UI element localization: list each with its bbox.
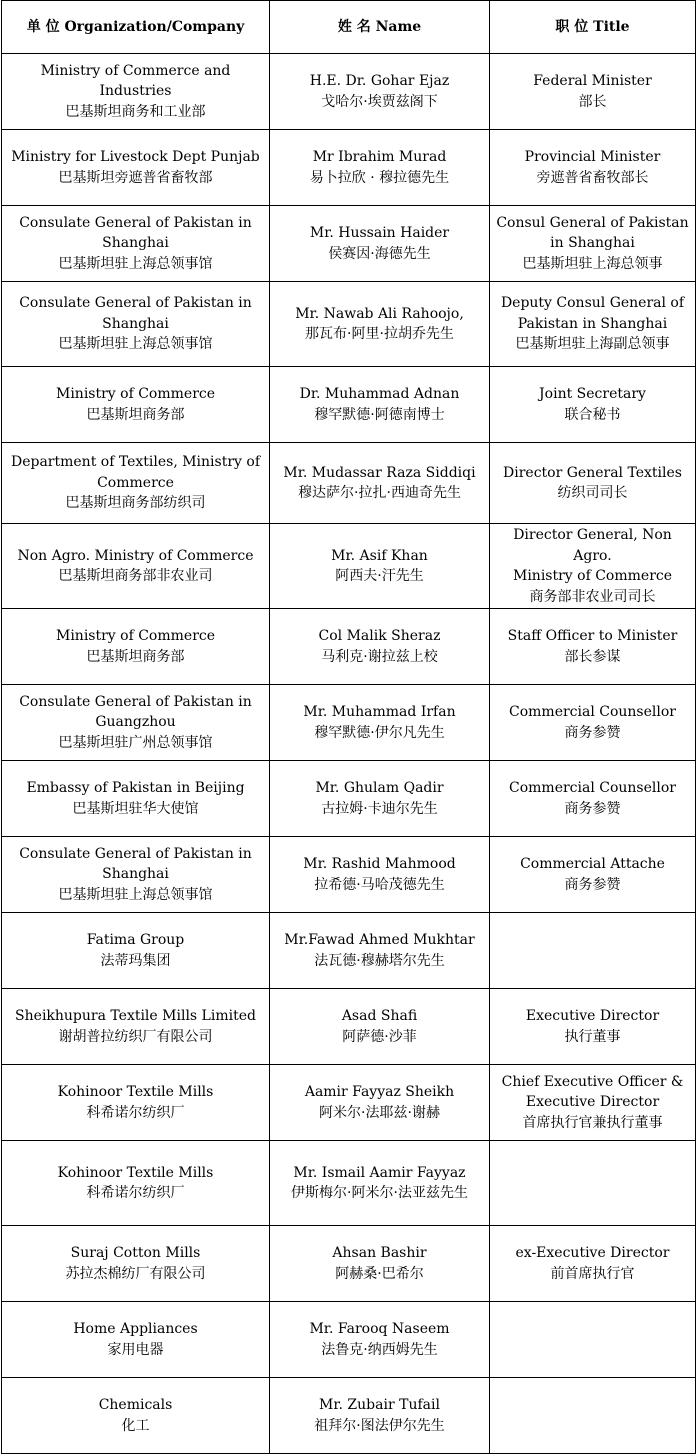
organization-line: Home Appliances	[73, 1321, 198, 1337]
header-organization-en: Organization/Company	[64, 19, 245, 35]
organization-line: Kohinoor Textile Mills	[57, 1084, 214, 1100]
organization-line: Consulate General of Pakistan in	[19, 693, 252, 710]
title-cell	[490, 1302, 696, 1378]
name-line: Dr. Muhammad Adnan	[299, 386, 460, 402]
title-line: Federal Minister	[533, 73, 652, 89]
name-line: 阿西夫·汗先生	[335, 568, 424, 584]
title-line: 部长	[578, 93, 607, 110]
header-title	[490, 1, 696, 54]
organization-line: Fatima Group	[86, 932, 185, 948]
organization-line: Consulate General of Pakistan in	[19, 214, 252, 231]
name-cell	[270, 913, 490, 989]
name-cell	[270, 130, 490, 206]
organization-line: Ministry of Commerce and Industries	[40, 62, 231, 100]
title-line: Executive Director	[525, 1094, 660, 1111]
name-line: Col Malik Sheraz	[318, 628, 441, 644]
name-line: Aamir Fayyaz Sheikh	[304, 1084, 455, 1100]
organization-cell	[2, 1378, 270, 1454]
name-line: H.E. Dr. Gohar Ejaz	[309, 73, 450, 89]
organization-line: 家用电器	[107, 1341, 164, 1358]
title-line: in Shanghai	[550, 235, 635, 252]
organization-cell	[2, 524, 270, 609]
title-cell	[490, 1378, 696, 1454]
header-name-cn: 姓 名	[337, 19, 371, 35]
header-name	[270, 1, 490, 54]
title-cell	[490, 1226, 696, 1302]
name-line: Mr. Ismail Aamir Fayyaz	[293, 1164, 466, 1181]
organization-cell	[2, 54, 270, 130]
organization-line: 化工	[121, 1417, 150, 1434]
title-cell	[490, 913, 696, 989]
organization-line: Kohinoor Textile Mills	[57, 1164, 214, 1181]
organization-line: 苏拉杰棉纺厂有限公司	[65, 1265, 206, 1282]
organization-cell	[2, 1141, 270, 1226]
header-row	[2, 1, 696, 54]
name-cell	[270, 761, 490, 837]
table-row	[2, 54, 696, 130]
name-cell	[270, 1065, 490, 1141]
organization-cell	[2, 206, 270, 282]
name-line: Asad Shafi	[341, 1008, 418, 1024]
name-line: 法瓦德·穆赫塔尔先生	[314, 952, 445, 969]
organization-line: Embassy of Pakistan in Beijing	[26, 780, 245, 796]
organization-line: 巴基斯坦商务部非农业司	[58, 568, 213, 584]
title-line: ex-Executive Director	[515, 1245, 670, 1261]
organization-line: 巴基斯坦商务部纺织司	[65, 495, 206, 512]
name-line: 侯赛因·海德先生	[328, 245, 431, 262]
organization-line: Department of Textiles, Ministry of	[10, 454, 260, 471]
name-line: 易卜拉欣 · 穆拉德先生	[309, 169, 450, 186]
name-cell	[270, 54, 490, 130]
title-cell	[490, 367, 696, 443]
organization-cell	[2, 282, 270, 367]
title-line: 纺织司司长	[557, 485, 628, 501]
name-line: 古拉姆·卡迪尔先生	[321, 800, 438, 817]
organization-cell	[2, 443, 270, 524]
title-line: 商务参赞	[564, 876, 621, 893]
table-row	[2, 609, 696, 685]
organization-cell	[2, 367, 270, 443]
organization-line: Ministry of Commerce	[55, 628, 216, 644]
name-cell	[270, 1302, 490, 1378]
title-line: Commercial Counsellor	[509, 704, 676, 720]
name-cell	[270, 837, 490, 913]
title-cell	[490, 443, 696, 524]
table-row	[2, 989, 696, 1065]
name-line: Mr. Ghulam Qadir	[315, 780, 444, 796]
title-line: Provincial Minister	[524, 149, 661, 165]
name-line: Ahsan Bashir	[332, 1245, 427, 1261]
title-line: 巴基斯坦驻上海副总领事	[515, 336, 670, 353]
organization-cell	[2, 1065, 270, 1141]
name-cell	[270, 443, 490, 524]
name-cell	[270, 1226, 490, 1302]
header-organization	[2, 1, 270, 54]
name-line: 戈哈尔·埃贾兹阁下	[321, 93, 438, 110]
organization-line: 科希诺尔纺织厂	[86, 1185, 185, 1201]
title-line: Commercial Counsellor	[509, 780, 676, 796]
organization-line: Shanghai	[102, 866, 169, 883]
header-organization-cn: 单 位	[26, 19, 60, 35]
table-row	[2, 367, 696, 443]
organization-line: Guangzhou	[95, 714, 176, 731]
title-line: Ministry of Commerce	[512, 568, 673, 584]
name-line: Mr. Nawab Ali Rahoojo,	[295, 305, 464, 322]
name-line: 阿赫桑·巴希尔	[335, 1265, 424, 1282]
name-line: 阿米尔·法耶兹·谢赫	[319, 1104, 440, 1121]
title-cell	[490, 609, 696, 685]
header-title-en: Title	[593, 19, 630, 35]
name-line: 法鲁克·纳西姆先生	[321, 1341, 438, 1358]
title-cell	[490, 1141, 696, 1226]
organization-cell	[2, 837, 270, 913]
title-line: Chief Executive Officer &	[501, 1073, 684, 1090]
table-row	[2, 1378, 696, 1454]
table-row	[2, 1141, 696, 1226]
organization-cell	[2, 130, 270, 206]
name-line: Mr.Fawad Ahmed Mukhtar	[284, 932, 475, 948]
table-row	[2, 1226, 696, 1302]
organization-cell	[2, 989, 270, 1065]
title-cell	[490, 1065, 696, 1141]
title-line: Staff Officer to Minister	[507, 628, 678, 644]
name-cell	[270, 367, 490, 443]
name-cell	[270, 1378, 490, 1454]
name-cell	[270, 1141, 490, 1226]
organization-line: 巴基斯坦商务和工业部	[65, 103, 206, 120]
organization-line: 科希诺尔纺织厂	[86, 1104, 185, 1121]
title-line: 旁遮普省畜牧部长	[536, 169, 649, 186]
organization-cell	[2, 1302, 270, 1378]
title-line: 联合秘书	[564, 406, 621, 423]
title-line: 部长参谋	[564, 648, 621, 665]
name-line: 伊斯梅尔·阿米尔·法亚兹先生	[291, 1185, 468, 1201]
name-line: 那瓦布·阿里·拉胡乔先生	[305, 326, 454, 342]
name-cell	[270, 685, 490, 761]
table-row	[2, 761, 696, 837]
table-row	[2, 1302, 696, 1378]
title-line: 前首席执行官	[550, 1265, 635, 1282]
organization-line: 巴基斯坦驻广州总领事馆	[58, 734, 213, 751]
title-cell	[490, 761, 696, 837]
title-line: Consul General of Pakistan	[496, 214, 689, 231]
title-cell	[490, 130, 696, 206]
title-cell	[490, 54, 696, 130]
organization-line: Shanghai	[102, 235, 169, 252]
title-cell	[490, 206, 696, 282]
title-line: 执行董事	[564, 1028, 621, 1045]
organization-line: Shanghai	[102, 315, 169, 332]
title-line: 商务部非农业司司长	[529, 588, 656, 605]
name-line: 拉希德·马哈茂德先生	[314, 876, 445, 893]
organization-line: Ministry for Livestock Dept Punjab	[11, 149, 260, 165]
organization-line: 巴基斯坦旁遮普省畜牧部	[58, 169, 213, 186]
organization-cell	[2, 685, 270, 761]
organization-line: 巴基斯坦驻华大使馆	[72, 800, 199, 817]
organization-line: Commerce	[97, 474, 174, 491]
name-line: 穆达萨尔·拉扎·西迪奇先生	[298, 485, 461, 501]
title-cell	[490, 685, 696, 761]
title-line: Director General Textiles	[503, 464, 682, 481]
name-line: Mr. Rashid Mahmood	[303, 856, 456, 872]
title-line: Director General, Non Agro.	[513, 527, 672, 564]
organization-line: 巴基斯坦商务部	[86, 648, 185, 665]
name-cell	[270, 989, 490, 1065]
name-line: Mr. Hussain Haider	[309, 225, 450, 241]
organization-line: 巴基斯坦商务部	[86, 406, 185, 423]
header-name-en: Name	[375, 19, 422, 35]
name-line: 马利克·谢拉兹上校	[321, 648, 438, 665]
table-row	[2, 685, 696, 761]
title-line: 首席执行官兼执行董事	[522, 1114, 663, 1131]
organization-line: 巴基斯坦驻上海总领事馆	[58, 336, 213, 353]
organization-line: 巴基斯坦驻上海总领事馆	[58, 255, 213, 272]
table-row	[2, 524, 696, 609]
title-cell	[490, 524, 696, 609]
title-line: Executive Director	[525, 1008, 660, 1024]
organization-cell	[2, 913, 270, 989]
title-line: Joint Secretary	[539, 386, 646, 402]
organization-line: Suraj Cotton Mills	[70, 1245, 201, 1261]
name-line: 祖拜尔·图法伊尔先生	[314, 1417, 445, 1434]
table-row	[2, 282, 696, 367]
name-line: Mr. Asif Khan	[331, 547, 428, 564]
name-line: Mr. Farooq Naseem	[309, 1321, 450, 1337]
table-row	[2, 443, 696, 524]
organization-line: Sheikhupura Textile Mills Limited	[15, 1008, 256, 1024]
organization-line: Ministry of Commerce	[55, 386, 216, 402]
name-line: Mr. Mudassar Raza Siddiqi	[283, 464, 476, 481]
title-cell	[490, 282, 696, 367]
title-cell	[490, 989, 696, 1065]
organization-line: Consulate General of Pakistan in	[19, 295, 252, 312]
table-row	[2, 130, 696, 206]
delegation-table	[1, 0, 696, 1454]
table-row	[2, 837, 696, 913]
title-line: Deputy Consul General of	[500, 295, 685, 312]
organization-line: 谢胡普拉纺织厂有限公司	[58, 1028, 213, 1045]
organization-cell	[2, 761, 270, 837]
title-line: 商务参赞	[564, 724, 621, 741]
name-cell	[270, 524, 490, 609]
name-line: Mr. Muhammad Irfan	[303, 704, 456, 720]
organization-line: Chemicals	[98, 1397, 173, 1413]
name-cell	[270, 282, 490, 367]
organization-line: 法蒂玛集团	[100, 952, 171, 969]
organization-cell	[2, 1226, 270, 1302]
name-line: 穆罕默德·阿德南博士	[314, 406, 445, 423]
name-cell	[270, 206, 490, 282]
organization-line: Consulate General of Pakistan in	[19, 845, 252, 862]
table-row	[2, 1065, 696, 1141]
organization-line: Non Agro. Ministry of Commerce	[17, 547, 254, 564]
name-line: 穆罕默德·伊尔凡先生	[314, 724, 445, 741]
organization-line: 巴基斯坦驻上海总领事馆	[58, 886, 213, 903]
title-line: 巴基斯坦驻上海总领事	[522, 255, 663, 272]
name-line: Mr Ibrahim Murad	[312, 149, 447, 165]
title-line: Pakistan in Shanghai	[517, 315, 668, 332]
name-line: 阿萨德·沙菲	[342, 1028, 417, 1045]
header-title-cn: 职 位	[555, 19, 589, 35]
table-row	[2, 913, 696, 989]
table-row	[2, 206, 696, 282]
title-cell	[490, 837, 696, 913]
title-line: Commercial Attache	[520, 856, 665, 872]
organization-cell	[2, 609, 270, 685]
name-line: Mr. Zubair Tufail	[319, 1397, 440, 1413]
title-line: 商务参赞	[564, 800, 621, 817]
name-cell	[270, 609, 490, 685]
